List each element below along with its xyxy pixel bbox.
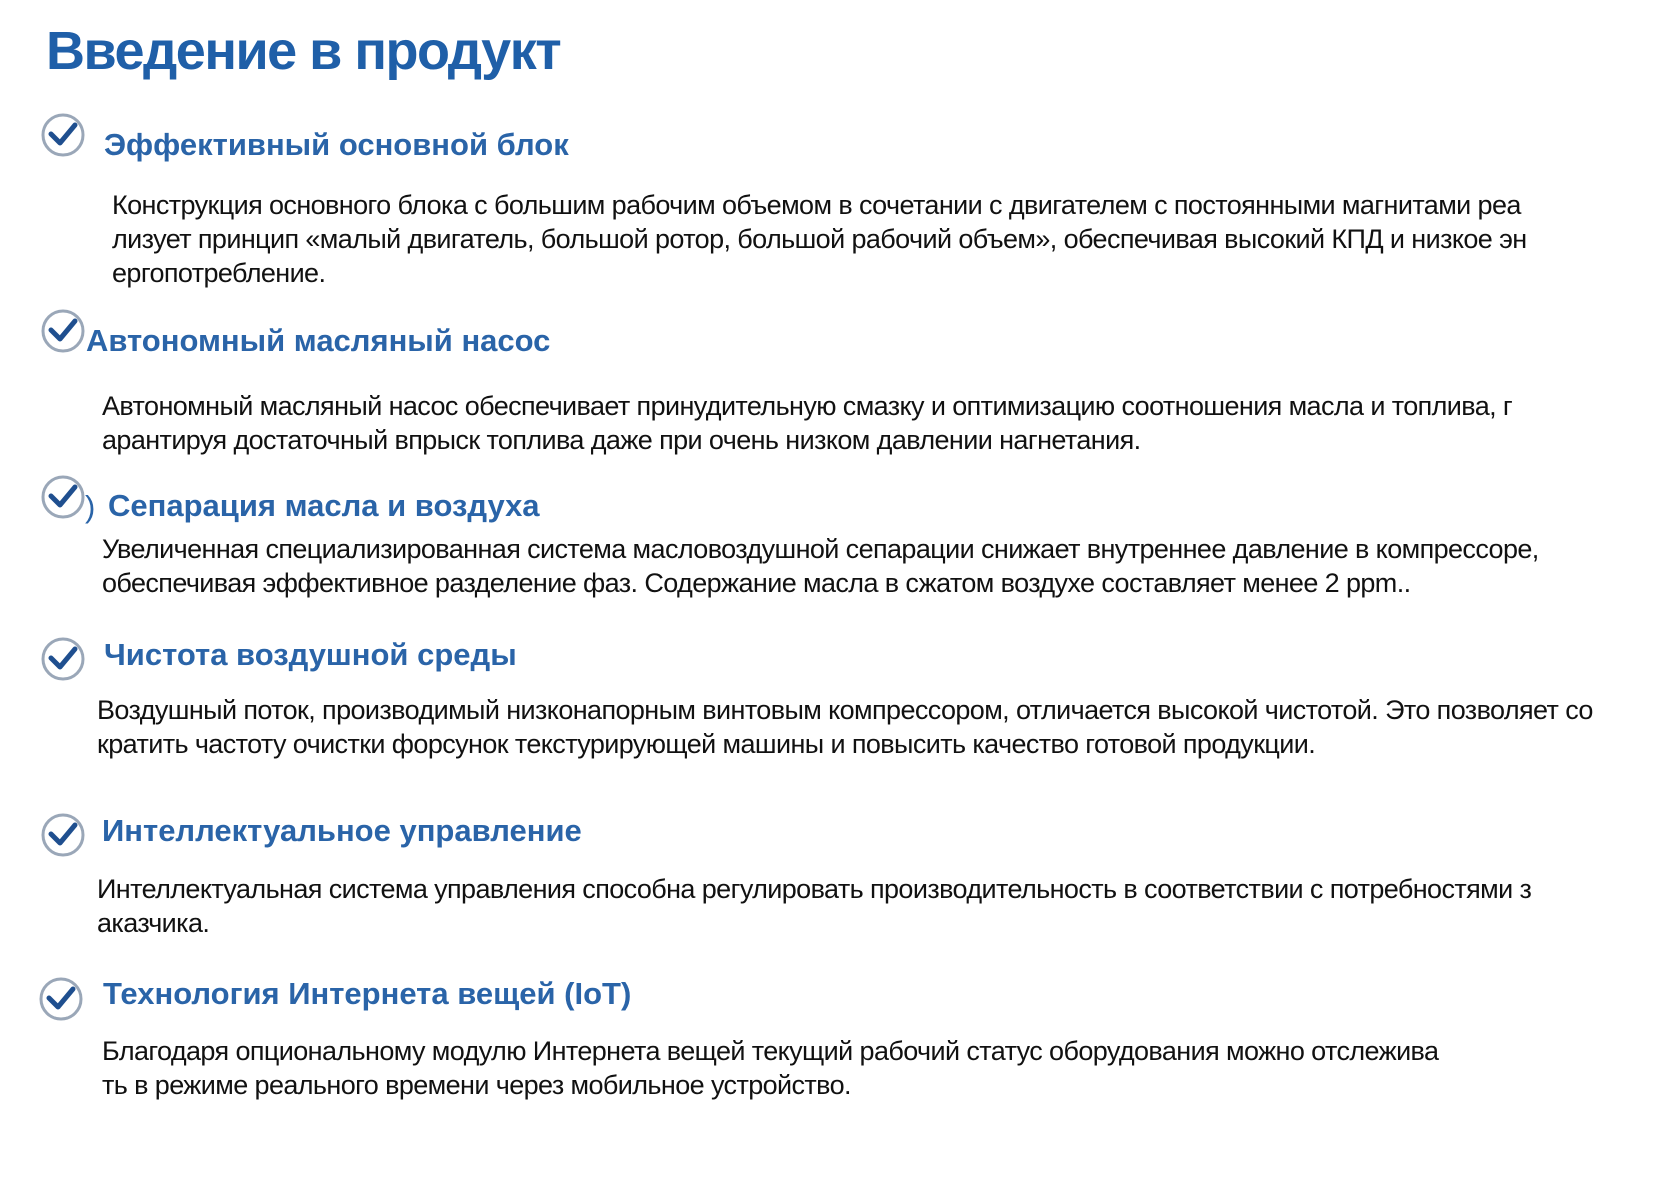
section-heading: Эффективный основной блок <box>104 127 569 162</box>
section-text <box>97 693 1593 761</box>
check-circle-icon <box>40 812 86 858</box>
text-line: арантируя достаточный впрыск топлива даже при очень низком давлении нагнетания. <box>102 425 1141 455</box>
text-line: Увеличенная специализированная система масловоздушной сепарации снижает внутреннее давление в компрессоре, <box>102 534 1539 564</box>
check-circle-icon <box>40 112 86 158</box>
text-line: Автономный масляный насос обеспечивает принудительную смазку и оптимизацию соотношения масла и топлива, г <box>102 391 1513 421</box>
check-circle-icon <box>40 474 86 520</box>
text-line: Воздушный поток, производимый низконапорным винтовым компрессором, отличается высокой чистотой. Это позволяет со <box>97 695 1593 725</box>
text-line: лизует принцип «малый двигатель, большой ротор, большой рабочий объем», обеспечивая высокий КПД и низкое эн <box>112 224 1527 254</box>
section-text <box>102 1034 1438 1102</box>
text-line: Благодаря опциональному модулю Интернета вещей текущий рабочий статус оборудования можно отслежива <box>102 1036 1439 1066</box>
page-title: Введение в продукт <box>46 21 561 81</box>
text-line: кратить частоту очистки форсунок текстурирующей машины и повысить качество готовой продукции. <box>97 729 1316 759</box>
text-line: Конструкция основного блока с большим рабочим объемом в сочетании с двигателем с постоянными магнитами реа <box>112 190 1521 220</box>
text-line: ть в режиме реального времени через мобильное устройство. <box>102 1070 851 1100</box>
text-line: обеспечивая эффективное разделение фаз. Содержание масла в сжатом воздухе составляет менее 2 ppm.. <box>102 568 1411 598</box>
text-line: ергопотребление. <box>112 258 326 288</box>
section-text <box>102 532 1539 600</box>
section-heading: Сепарация масла и воздуха <box>108 488 540 523</box>
section-heading: Автономный масляный насос <box>86 323 551 358</box>
heading-prefix: ) <box>85 489 96 524</box>
section-heading: Технология Интернета вещей (IoT) <box>103 976 632 1011</box>
section-heading: Интеллектуальное управление <box>102 813 582 848</box>
check-circle-icon <box>40 308 86 354</box>
section-text <box>112 188 1527 290</box>
text-line: аказчика. <box>97 908 210 938</box>
section-heading: Чистота воздушной среды <box>104 637 517 672</box>
text-line: Интеллектуальная система управления способна регулировать производительность в соответствии с потребностями з <box>97 874 1532 904</box>
section-text <box>102 389 1512 457</box>
check-circle-icon <box>38 976 84 1022</box>
section-text <box>97 872 1531 940</box>
check-circle-icon <box>40 636 86 682</box>
